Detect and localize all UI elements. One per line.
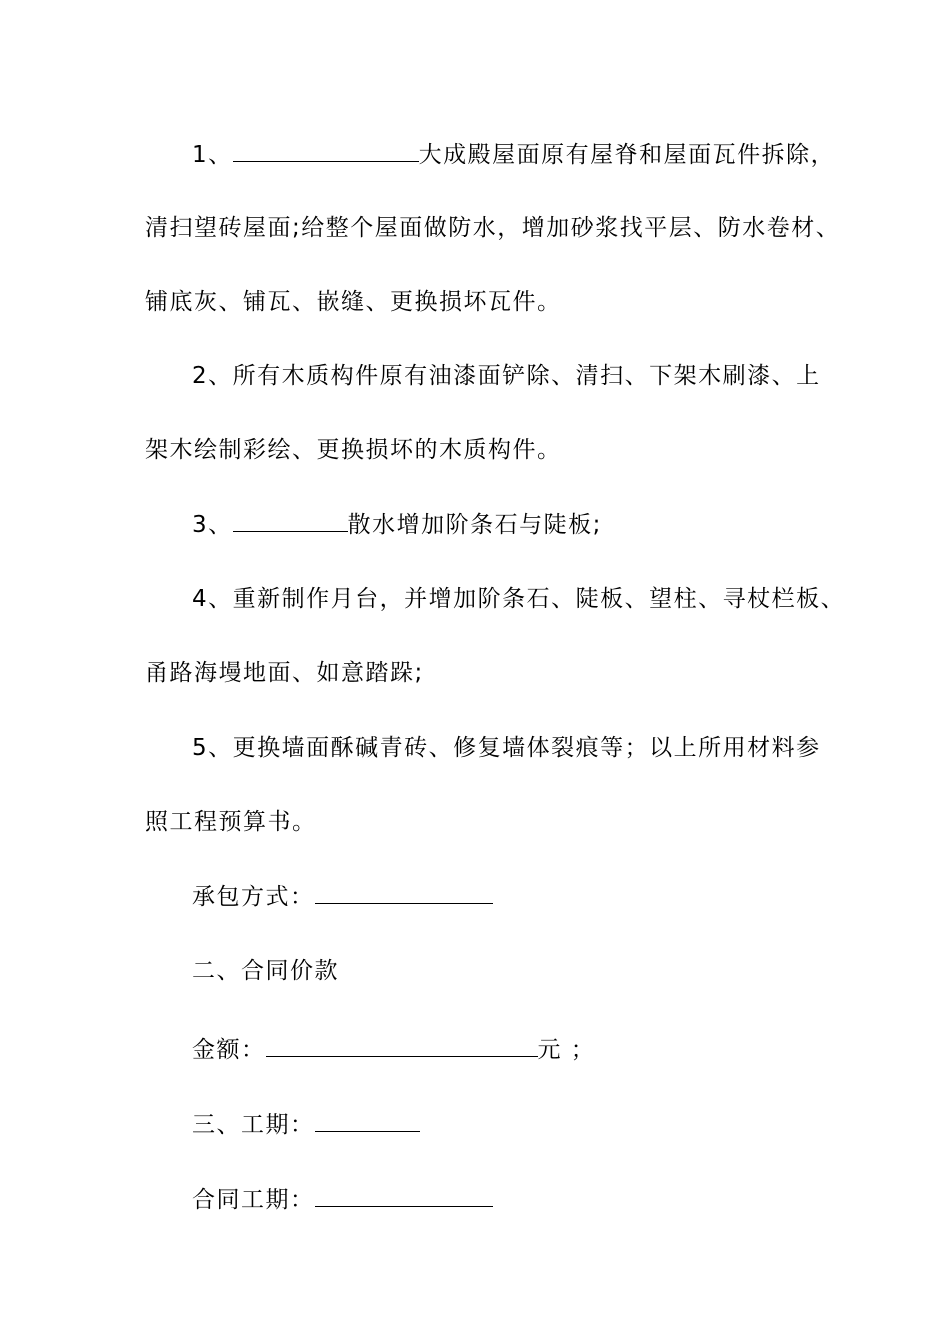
contract-period-blank: [315, 1186, 493, 1207]
item-4-line-1: 4、重新制作月台，并增加阶条石、陡板、望柱、寻杖栏板、: [192, 586, 846, 612]
item-5-line-1: 5、更换墙面酥碱青砖、修复墙体裂痕等；以上所用材料参: [192, 735, 821, 761]
item-3-text: 散水增加阶条石与陡板;: [347, 512, 602, 538]
item-1-number: 1、: [192, 142, 233, 168]
item-1-line-3: 铺底灰、铺瓦、嵌缝、更换损坏瓦件。: [145, 289, 562, 315]
contract-period-line: [192, 1185, 493, 1215]
amount-blank: [266, 1036, 538, 1057]
section-3-title: 三、工期：: [192, 1112, 315, 1138]
item-1-line-2: 清扫望砖屋面;给整个屋面做防水，增加砂浆找平层、防水卷材、: [145, 215, 841, 241]
item-3-line: [192, 510, 602, 540]
section-3-line: [192, 1110, 420, 1140]
amount-label: 金额：: [192, 1037, 266, 1063]
contract-method-blank: [315, 883, 493, 904]
contract-period-label: 合同工期：: [192, 1187, 315, 1213]
item-3-number: 3、: [192, 512, 233, 538]
amount-unit: 元 ；: [537, 1037, 596, 1063]
contract-method-line: [192, 882, 493, 912]
item-2-line-1: 2、所有木质构件原有油漆面铲除、清扫、下架木刷漆、上: [192, 363, 821, 389]
item-2-line-2: 架木绘制彩绘、更换损坏的木质构件。: [145, 437, 562, 463]
item-4-line-2: 甬路海墁地面、如意踏跺;: [145, 660, 424, 686]
item-3-blank: [233, 511, 348, 532]
item-1-blank: [233, 141, 419, 162]
section-3-blank: [315, 1111, 420, 1132]
amount-line: [192, 1035, 595, 1065]
item-1-line-1: [192, 140, 835, 170]
item-1-text: 大成殿屋面原有屋脊和屋面瓦件拆除，: [418, 142, 836, 168]
section-2-title: 二、合同价款: [192, 958, 339, 984]
item-5-line-2: 照工程预算书。: [145, 809, 317, 835]
contract-method-label: 承包方式：: [192, 884, 315, 910]
